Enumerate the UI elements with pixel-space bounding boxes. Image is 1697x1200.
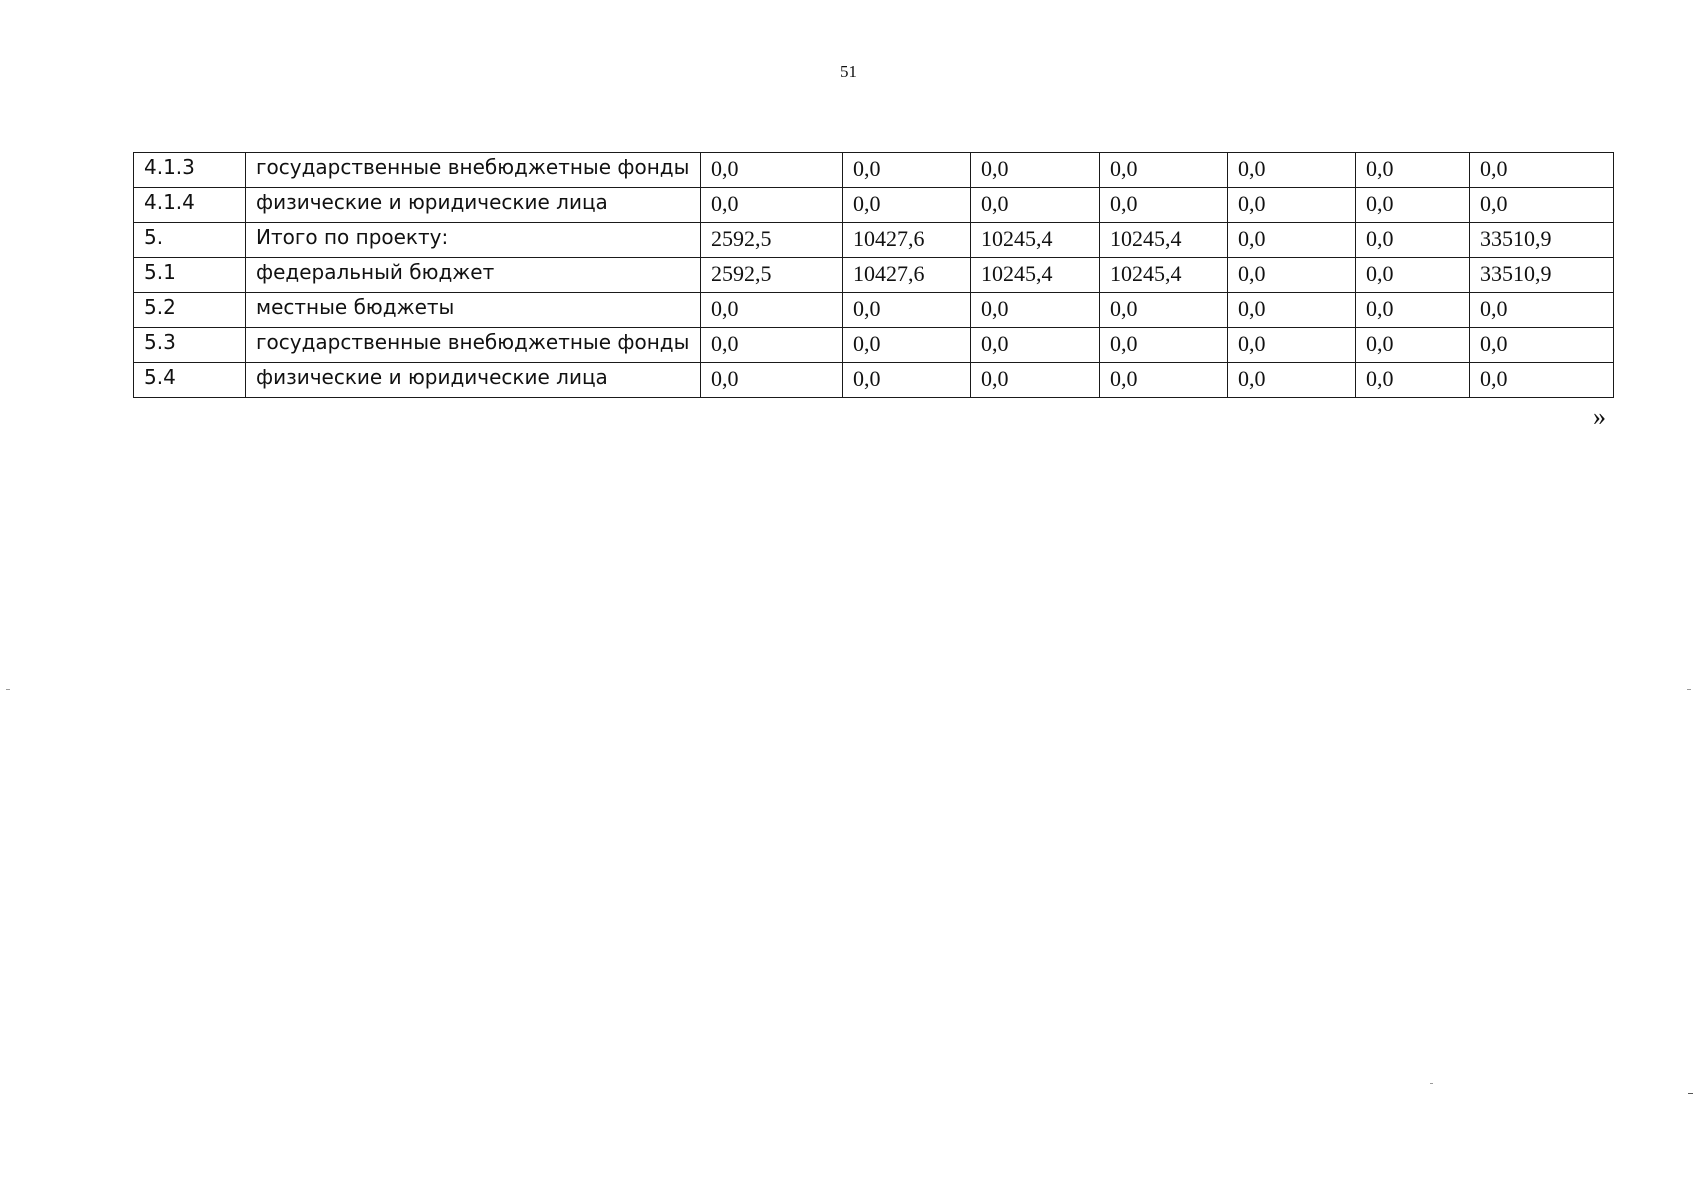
row-code-cell: 5.3 <box>134 328 246 363</box>
value-cell: 0,0 <box>1100 363 1228 398</box>
value-cell: 0,0 <box>843 328 971 363</box>
value-cell: 0,0 <box>1470 328 1614 363</box>
value-cell: 0,0 <box>1100 328 1228 363</box>
table-row <box>134 293 1614 328</box>
table-row <box>134 153 1614 188</box>
value-cell: 0,0 <box>1228 258 1356 293</box>
value-cell: 0,0 <box>843 293 971 328</box>
value-cell: 0,0 <box>971 293 1100 328</box>
table-body <box>134 153 1614 398</box>
row-code-cell: 4.1.3 <box>134 153 246 188</box>
value-cell: 0,0 <box>1470 363 1614 398</box>
value-cell: 10245,4 <box>971 223 1100 258</box>
row-code-cell: 5. <box>134 223 246 258</box>
value-cell: 0,0 <box>971 363 1100 398</box>
value-cell: 10427,6 <box>843 223 971 258</box>
scan-edge-mark <box>1687 689 1691 690</box>
value-cell: 2592,5 <box>701 223 843 258</box>
value-cell: 0,0 <box>1100 293 1228 328</box>
table-row <box>134 363 1614 398</box>
value-cell: 0,0 <box>971 328 1100 363</box>
row-code-cell: 5.1 <box>134 258 246 293</box>
value-cell: 0,0 <box>701 188 843 223</box>
page-number: 51 <box>840 62 857 81</box>
value-cell: 0,0 <box>1228 223 1356 258</box>
value-cell: 10427,6 <box>843 258 971 293</box>
value-cell: 0,0 <box>1228 328 1356 363</box>
value-cell: 0,0 <box>701 293 843 328</box>
value-cell: 0,0 <box>701 363 843 398</box>
value-cell: 0,0 <box>843 153 971 188</box>
value-cell: 0,0 <box>1356 363 1470 398</box>
value-cell: 0,0 <box>971 188 1100 223</box>
value-cell: 0,0 <box>1356 328 1470 363</box>
value-cell: 0,0 <box>701 328 843 363</box>
value-cell: 0,0 <box>1356 188 1470 223</box>
row-code-cell: 4.1.4 <box>134 188 246 223</box>
row-code-cell: 5.4 <box>134 363 246 398</box>
scan-edge-mark <box>1430 1083 1433 1084</box>
value-cell: 10245,4 <box>971 258 1100 293</box>
value-cell: 0,0 <box>1228 363 1356 398</box>
value-cell: 10245,4 <box>1100 223 1228 258</box>
value-cell: 0,0 <box>843 363 971 398</box>
row-name-cell: государственные внебюджетные фонды <box>246 328 701 363</box>
row-name-cell: Итого по проекту: <box>246 223 701 258</box>
value-cell: 33510,9 <box>1470 258 1614 293</box>
value-cell: 0,0 <box>1356 223 1470 258</box>
value-cell: 0,0 <box>1470 153 1614 188</box>
value-cell: 0,0 <box>843 188 971 223</box>
value-cell: 0,0 <box>1470 293 1614 328</box>
row-name-cell: государственные внебюджетные фонды <box>246 153 701 188</box>
scan-edge-mark <box>1688 1093 1693 1094</box>
value-cell: 0,0 <box>701 153 843 188</box>
row-name-cell: местные бюджеты <box>246 293 701 328</box>
value-cell: 0,0 <box>971 153 1100 188</box>
value-cell: 0,0 <box>1470 188 1614 223</box>
value-cell: 0,0 <box>1100 153 1228 188</box>
value-cell: 2592,5 <box>701 258 843 293</box>
value-cell: 0,0 <box>1356 293 1470 328</box>
table-row <box>134 223 1614 258</box>
budget-table <box>133 152 1614 398</box>
value-cell: 0,0 <box>1356 153 1470 188</box>
table-row <box>134 328 1614 363</box>
value-cell: 0,0 <box>1228 153 1356 188</box>
value-cell: 0,0 <box>1356 258 1470 293</box>
value-cell: 0,0 <box>1228 188 1356 223</box>
value-cell: 0,0 <box>1228 293 1356 328</box>
row-code-cell: 5.2 <box>134 293 246 328</box>
value-cell: 10245,4 <box>1100 258 1228 293</box>
closing-quote-mark: » <box>1593 402 1606 431</box>
value-cell: 33510,9 <box>1470 223 1614 258</box>
value-cell: 0,0 <box>1100 188 1228 223</box>
table-row <box>134 258 1614 293</box>
row-name-cell: физические и юридические лица <box>246 363 701 398</box>
scan-edge-mark <box>6 689 10 690</box>
row-name-cell: физические и юридические лица <box>246 188 701 223</box>
row-name-cell: федеральный бюджет <box>246 258 701 293</box>
table-row <box>134 188 1614 223</box>
